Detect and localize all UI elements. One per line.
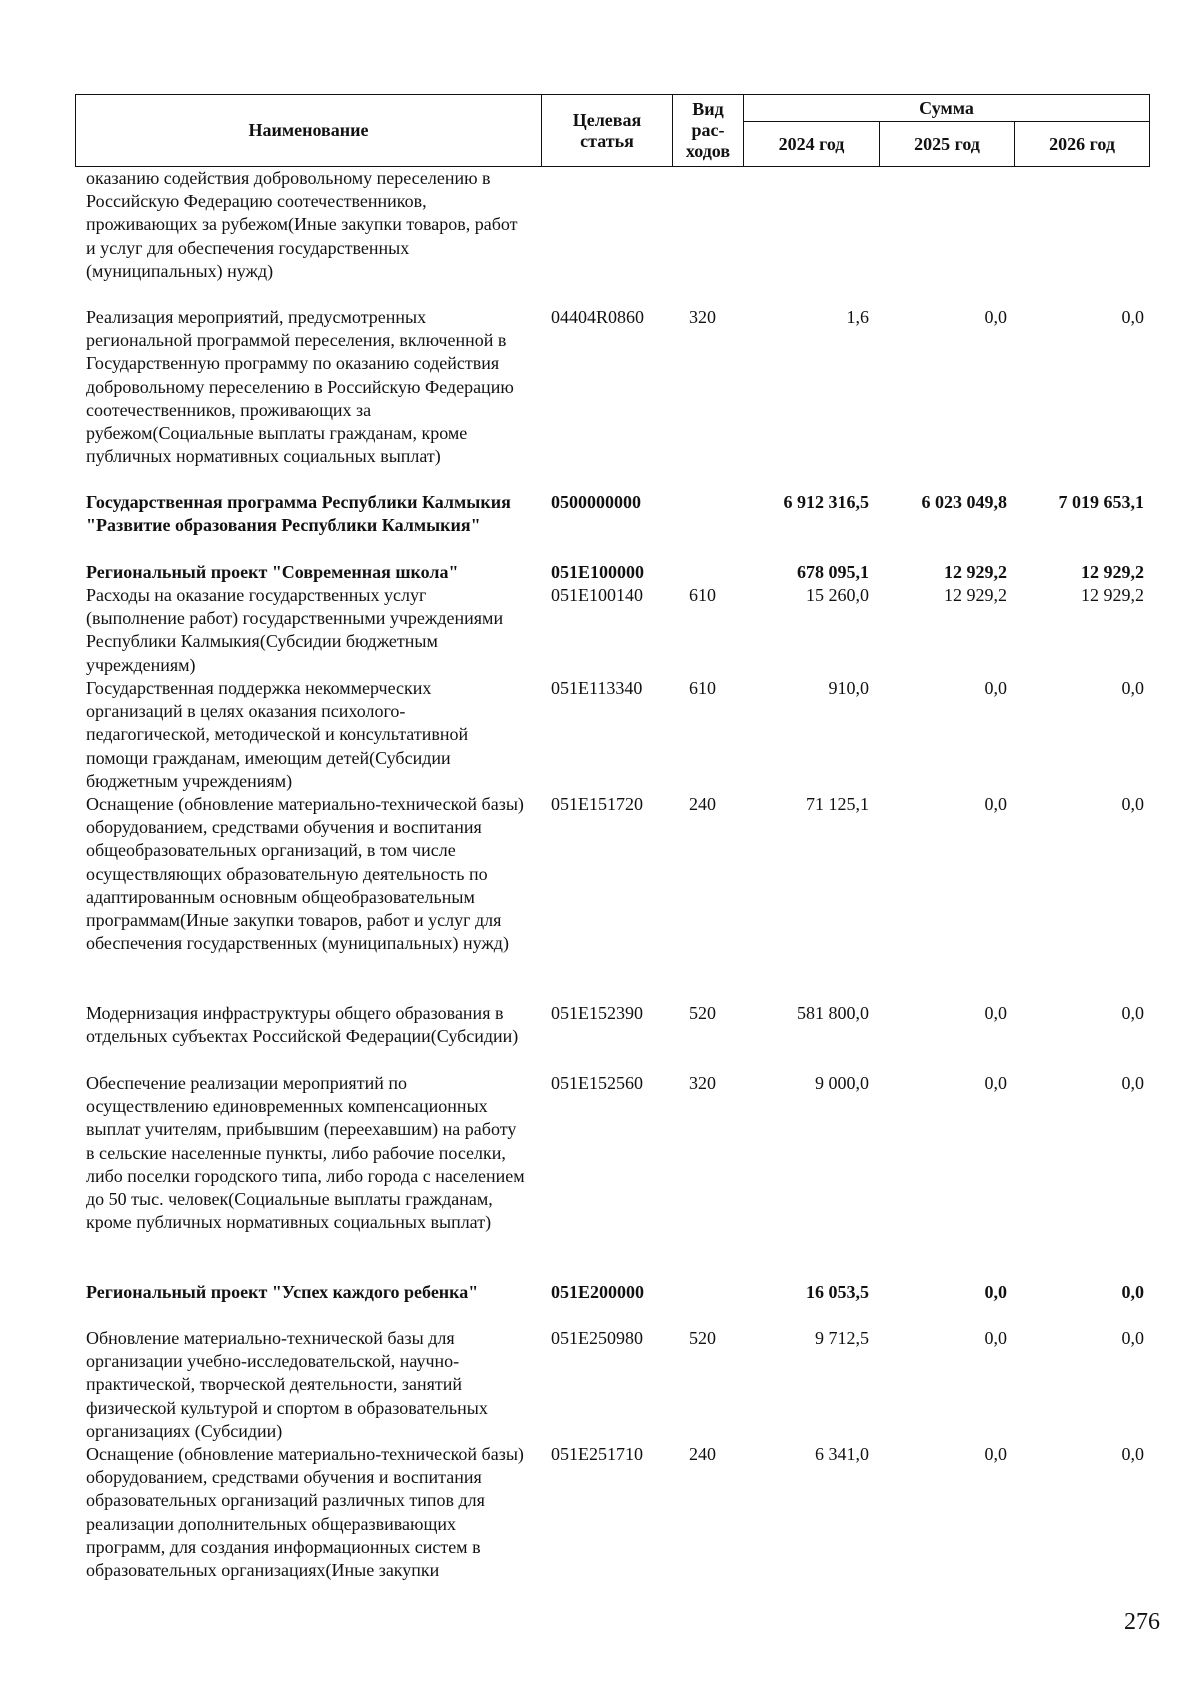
row-code: 051E113340 bbox=[551, 678, 643, 698]
row-name: Региональный проект "Современная школа" bbox=[86, 562, 459, 582]
row-name: Оснащение (обновление материально-технической базы) оборудованием, средствами обучения и воспитания образовательных организаций различных типов для реализации дополнительных общеразвивающих программ, для создания информационных систем в образовательных организациях(Иные закупки bbox=[86, 1444, 524, 1581]
row-vid: 520 bbox=[689, 1328, 716, 1348]
row-value-2026: 7 019 653,1 bbox=[1058, 492, 1144, 512]
row-value-2026: 0,0 bbox=[1121, 1328, 1144, 1348]
row-code: 051E152390 bbox=[551, 1003, 643, 1023]
row-value-2025: 0,0 bbox=[984, 678, 1007, 698]
row-code: 051E200000 bbox=[551, 1282, 645, 1302]
row-value-2026: 0,0 bbox=[1121, 1282, 1144, 1302]
row-name: Реализация мероприятий, предусмотренных региональной программой переселения, включенной в Государственную программу по оказанию содействия добровольному переселению в Российскую Федерацию соотечественников, проживающих за рубежом(Социальные выплаты гражданам, кроме публичных нормативных социальных выплат) bbox=[86, 307, 514, 467]
row-vid: 610 bbox=[689, 585, 716, 605]
col-header-2024: 2024 год bbox=[744, 122, 880, 167]
col-header-vid bbox=[673, 95, 744, 167]
row-value-2025: 0,0 bbox=[984, 1282, 1007, 1302]
page-number: 276 bbox=[1124, 1609, 1160, 1635]
row-value-2025: 6 023 049,8 bbox=[921, 492, 1007, 512]
row-value-2024: 15 260,0 bbox=[806, 585, 869, 605]
row-code: 0500000000 bbox=[551, 492, 641, 512]
row-name: Модернизация инфраструктуры общего образования в отдельных субъектах Российской Федерации(Субсидии) bbox=[86, 1003, 519, 1047]
row-value-2026: 0,0 bbox=[1121, 1444, 1144, 1464]
row-vid: 520 bbox=[689, 1003, 716, 1023]
row-value-2024: 1,6 bbox=[846, 307, 869, 327]
row-value-2025: 0,0 bbox=[984, 794, 1007, 814]
col-header-sum: Сумма bbox=[744, 95, 1150, 122]
row-value-2025: 0,0 bbox=[984, 1003, 1007, 1023]
row-value-2024: 6 912 316,5 bbox=[783, 492, 869, 512]
row-value-2024: 71 125,1 bbox=[806, 794, 869, 814]
table-header bbox=[75, 94, 1150, 167]
row-code: 051E100140 bbox=[551, 585, 643, 605]
row-value-2024: 581 800,0 bbox=[797, 1003, 869, 1023]
row-value-2026: 0,0 bbox=[1121, 307, 1144, 327]
row-value-2025: 0,0 bbox=[984, 1073, 1007, 1093]
row-vid: 320 bbox=[689, 1073, 716, 1093]
row-value-2026: 12 929,2 bbox=[1081, 562, 1144, 582]
row-name: Региональный проект "Успех каждого ребенка" bbox=[86, 1282, 479, 1302]
row-code: 051E250980 bbox=[551, 1328, 643, 1348]
row-vid: 240 bbox=[689, 1444, 716, 1464]
row-value-2024: 678 095,1 bbox=[797, 562, 869, 582]
row-value-2025: 12 929,2 bbox=[944, 585, 1007, 605]
row-value-2026: 0,0 bbox=[1121, 678, 1144, 698]
row-code: 051E251710 bbox=[551, 1444, 643, 1464]
row-value-2026: 12 929,2 bbox=[1081, 585, 1144, 605]
row-code: 04404R0860 bbox=[551, 307, 645, 327]
col-header-2026: 2026 год bbox=[1015, 122, 1150, 167]
row-value-2026: 0,0 bbox=[1121, 1003, 1144, 1023]
row-value-2025: 0,0 bbox=[984, 307, 1007, 327]
row-value-2024: 910,0 bbox=[828, 678, 869, 698]
row-value-2025: 12 929,2 bbox=[944, 562, 1007, 582]
row-name: Оснащение (обновление материально-технической базы) оборудованием, средствами обучения и воспитания общеобразовательных организаций, в том числе осуществляющих образовательную деятельность по адаптированным основным общеобразовательным программам(Иные закупки товаров, работ и услуг для обеспечения государственных (муниципальных) нужд) bbox=[86, 794, 524, 954]
col-header-2025: 2025 год bbox=[880, 122, 1015, 167]
row-vid: 610 bbox=[689, 678, 716, 698]
row-value-2024: 6 341,0 bbox=[815, 1444, 869, 1464]
row-name: Расходы на оказание государственных услуг (выполнение работ) государственными учреждениями Республики Калмыкия(Субсидии бюджетным учреждениям) bbox=[86, 585, 504, 675]
row-name: Государственная программа Республики Калмыкия "Развитие образования Республики Калмыкия" bbox=[86, 492, 511, 536]
row-value-2025: 0,0 bbox=[984, 1444, 1007, 1464]
row-value-2025: 0,0 bbox=[984, 1328, 1007, 1348]
row-value-2024: 9 712,5 bbox=[815, 1328, 869, 1348]
row-name: оказанию содействия добровольному переселению в Российскую Федерацию соотечественников, проживающих за рубежом(Иные закупки товаров, работ и услуг для обеспечения государственных (муниципальных) нужд) bbox=[86, 168, 518, 281]
col-header-vid-text: Вид рас- ходов bbox=[685, 99, 731, 161]
row-vid: 320 bbox=[689, 307, 716, 327]
row-value-2026: 0,0 bbox=[1121, 794, 1144, 814]
row-value-2026: 0,0 bbox=[1121, 1073, 1144, 1093]
row-vid: 240 bbox=[689, 794, 716, 814]
row-value-2024: 16 053,5 bbox=[806, 1282, 869, 1302]
col-header-name: Наименование bbox=[76, 95, 542, 167]
row-code: 051E100000 bbox=[551, 562, 645, 582]
row-code: 051E151720 bbox=[551, 794, 643, 814]
row-value-2024: 9 000,0 bbox=[815, 1073, 869, 1093]
row-name: Обеспечение реализации мероприятий по осуществлению единовременных компенсационных выплат учителям, прибывшим (переехавшим) на работу в сельские населенные пункты, либо рабочие поселки, либо поселки городского типа, либо города с населением до 50 тыс. человек(Социальные выплаты гражданам, кроме публичных нормативных социальных выплат) bbox=[86, 1073, 525, 1233]
row-name: Государственная поддержка некоммерческих организаций в целях оказания психолого-педагогической, методической и консультативной помощи гражданам, имеющим детей(Субсидии бюджетным учреждениям) bbox=[86, 678, 469, 791]
row-code: 051E152560 bbox=[551, 1073, 643, 1093]
col-header-code-text: Целевая статья bbox=[572, 109, 642, 151]
col-header-code bbox=[542, 95, 673, 167]
row-name: Обновление материально-технической базы для организации учебно-исследовательской, научно-практической, творческой деятельности, занятий физической культурой и спортом в образовательных организациях (Субсидии) bbox=[86, 1328, 488, 1441]
